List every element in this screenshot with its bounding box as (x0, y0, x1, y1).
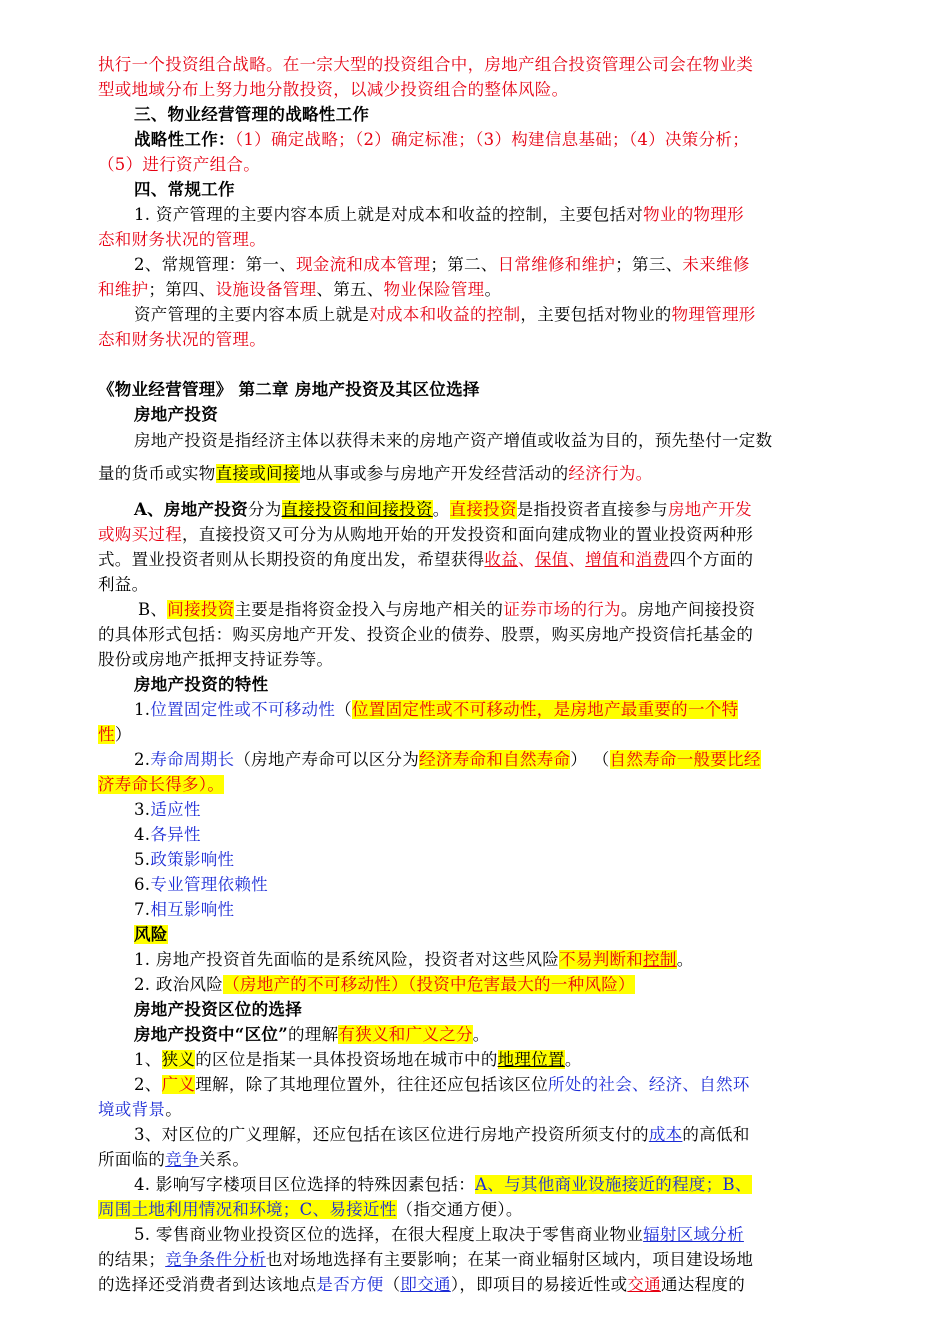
text-run: 5. (134, 850, 151, 869)
text-run: 直接或间接 (215, 464, 300, 483)
text-run: 自然寿命一般要比经 (609, 750, 761, 769)
text-line (98, 772, 858, 797)
text-run: 设施设备管理 (215, 280, 317, 299)
text-run: 通达程度的 (661, 1275, 745, 1294)
text-line (98, 77, 858, 102)
text-run: 竞争 (165, 1150, 199, 1169)
text-run: 1. 房地产投资首先面临的是系统风险，投资者对这些风险 (134, 950, 560, 969)
text-run: 保值 (534, 550, 569, 569)
text-run: 所处的社会、经济、自然环 (548, 1075, 750, 1094)
text-line (98, 622, 858, 647)
text-run: 地理位置 (497, 1050, 565, 1069)
text-run: 是指投资者直接参与 (516, 500, 668, 519)
text-run: 广义 (161, 1075, 196, 1094)
text-run: ；第二、 (430, 255, 498, 274)
text-run: 2、 (134, 1075, 162, 1094)
text-run: ），即项目的易接近性或 (450, 1275, 628, 1294)
text-run: 2、常规管理：第一、 (134, 255, 296, 274)
text-run: 直接投资和间接投资 (281, 500, 433, 519)
text-line (98, 1022, 894, 1047)
text-run: 交通 (627, 1275, 661, 1294)
text-run: （房地产寿命可以区分为 (234, 750, 420, 769)
text-run: 位置固定性或不可移动性，是房地产最重要的一个特 (351, 700, 739, 719)
text-run: 性 (98, 725, 115, 744)
text-run: （5）进行资产组合。 (98, 155, 260, 174)
text-line (98, 127, 894, 152)
text-run: 态和财务状况的管理。 (98, 230, 266, 249)
text-run: 7. (134, 900, 151, 919)
text-run: 位置固定性或不可移动性 (150, 700, 336, 719)
text-run: A、房地产投资 (134, 500, 248, 519)
text-run: 增值 (585, 550, 619, 569)
text-run: 。 (676, 950, 694, 969)
text-run: 的选择还受消费者到达该地点 (98, 1275, 317, 1294)
text-run: A、与其他商业设施接近的程度；B、 (475, 1175, 752, 1194)
text-line (98, 1247, 858, 1272)
text-line (98, 497, 894, 522)
text-run: 寿命周期长 (150, 750, 235, 769)
text-run: 三、物业经营管理的战略性工作 (134, 105, 370, 124)
text-line (98, 327, 858, 352)
text-run: ；第四、 (148, 280, 216, 299)
text-run: 专业管理依赖性 (150, 875, 268, 894)
text-run: 物业保险管理 (383, 280, 485, 299)
text-line (98, 722, 858, 747)
text-run: 物业的物理形 (643, 205, 744, 224)
text-run: 对成本和收益的控制 (369, 305, 521, 324)
text-run: 狭义 (161, 1050, 196, 1069)
text-run: 股份或房地产抵押支持证券等。 (98, 650, 334, 669)
text-run: 房地产投资的特性 (134, 675, 269, 694)
text-run: 态和财务状况的管理。 (98, 330, 266, 349)
text-line (98, 647, 858, 672)
text-run: 控制 (643, 950, 677, 969)
text-run: ；第三、 (615, 255, 683, 274)
text-run: ，直接投资又可分为从购地开始的开发投资和面向建成物业的置业投资两种形 (182, 525, 754, 544)
text-run: 和维护 (98, 280, 149, 299)
text-line (98, 52, 858, 77)
text-line (98, 922, 894, 947)
text-line (98, 177, 894, 202)
text-run: 房地产投资中“区位” (134, 1025, 288, 1044)
text-run: 、 (518, 550, 535, 569)
text-run: 直接投资 (449, 500, 517, 519)
text-line (98, 1222, 894, 1247)
text-line (98, 972, 894, 997)
text-run: 执行一个投资组合战略。在一宗大型的投资组合中，房地产组合投资管理公司会在物业类 (98, 55, 754, 74)
text-run: 2. (134, 750, 151, 769)
text-run: 消费 (635, 550, 670, 569)
text-run: 不易判断和 (559, 950, 644, 969)
text-run: 房地产投资是指经济主体以获得未来的房地产资产增值或收益为目的，预先垫付一定数 (134, 431, 773, 450)
text-run: 四个方面的 (669, 550, 754, 569)
text-run: （房地产的不可移动性）（投资中危害最大的一种风险） (223, 975, 635, 994)
text-line (98, 897, 894, 922)
text-run: 利益。 (98, 575, 149, 594)
text-run: 日常维修和维护 (497, 255, 616, 274)
text-run: 、 (568, 550, 586, 569)
text-line (98, 747, 894, 772)
text-run: 未来维修 (682, 255, 750, 274)
text-line (98, 1072, 894, 1097)
text-run: ） (114, 725, 132, 744)
text-run: 房地产开发 (667, 500, 752, 519)
text-run: 境或背景 (98, 1100, 166, 1119)
text-run: 。房地产间接投资 (620, 600, 756, 619)
text-run: 有狭义和广义之分 (338, 1025, 473, 1044)
text-run: 的区位是指某一具体投资场地在城市中的 (195, 1050, 498, 1069)
text-run: 周围土地利用情况和环境；C、易接近性 (98, 1200, 397, 1219)
text-run: 6. (134, 875, 151, 894)
text-run: 政策影响性 (150, 850, 235, 869)
text-line (98, 847, 894, 872)
text-run: 即交通 (400, 1275, 451, 1294)
text-run: 1. (134, 700, 151, 719)
text-run: 经济寿命和自然寿命 (419, 750, 571, 769)
text-line (98, 227, 858, 252)
text-line (98, 102, 894, 127)
text-run: 各异性 (150, 825, 201, 844)
text-run: 房地产投资 (134, 405, 218, 424)
text-run: 济寿命长得多）。 (98, 775, 225, 794)
text-line (98, 872, 894, 897)
text-run: 分为 (247, 500, 282, 519)
text-line (98, 377, 858, 402)
text-run: 资产管理的主要内容本质上就是 (134, 305, 370, 324)
text-run: （指交通方便）。 (396, 1200, 523, 1219)
text-run: 关系。 (198, 1150, 250, 1169)
text-line (98, 1147, 858, 1172)
text-run: B、 (138, 600, 168, 619)
text-run: 和 (618, 550, 636, 569)
text-line (98, 152, 858, 177)
text-run: 四、常规工作 (134, 180, 235, 199)
text-line (98, 428, 894, 453)
text-line (98, 461, 858, 486)
text-run: 风险 (134, 925, 168, 944)
text-run: 物理管理形 (671, 305, 756, 324)
text-run: 量的货币或实物 (98, 464, 216, 483)
text-run: 、第五、 (316, 280, 384, 299)
text-run: ，主要包括对物业的 (520, 305, 672, 324)
text-line (98, 1122, 894, 1147)
text-line (98, 1272, 858, 1297)
text-run: 现金流和成本管理 (296, 255, 431, 274)
text-run: 地从事或参与房地产开发经营活动的 (299, 464, 569, 483)
text-run: 是否方便 (316, 1275, 384, 1294)
text-run: 3、对区位的广义理解，还应包括在该区位进行房地产投资所须支付的 (134, 1125, 649, 1144)
text-run: ） （ (570, 750, 610, 769)
text-run: （ (335, 700, 352, 719)
text-line (98, 402, 894, 427)
text-line (98, 302, 894, 327)
text-run: 也对场地选择有主要影响；在某一商业辐射区域内，项目建设场地 (266, 1250, 754, 1269)
text-run: 的结果； (98, 1250, 166, 1269)
text-run: 成本 (648, 1125, 683, 1144)
text-line (98, 1172, 894, 1197)
text-run: 。 (564, 1050, 582, 1069)
text-run: 。 (165, 1100, 183, 1119)
text-run: 。 (484, 280, 502, 299)
text-run: 的理解 (287, 1025, 339, 1044)
text-line (98, 947, 894, 972)
text-line (98, 252, 894, 277)
text-line (98, 1197, 858, 1222)
text-line (98, 797, 894, 822)
text-run: 辐射区域分析 (643, 1225, 744, 1244)
text-run: 经济行为。 (568, 464, 653, 483)
text-run: 的具体形式包括：购买房地产开发、投资企业的债券、股票，购买房地产投资信托基金的 (98, 625, 754, 644)
text-line (98, 822, 894, 847)
text-line (98, 202, 894, 227)
text-run: 理解，除了其地理位置外，往往还应包括该区位 (195, 1075, 549, 1094)
text-line (98, 697, 894, 722)
text-run: 式。置业投资者则从长期投资的角度出发，希望获得 (98, 550, 485, 569)
text-line (98, 597, 898, 622)
text-line (98, 277, 858, 302)
text-run: 竞争条件分析 (165, 1250, 267, 1269)
text-run: 1、 (134, 1050, 162, 1069)
text-run: （1）确定战略；（2）确定标准；（3）构建信息基础；（4）决策分析； (234, 130, 750, 149)
text-run: 房地产投资区位的选择 (134, 1000, 302, 1019)
text-run: 间接投资 (167, 600, 235, 619)
text-run: 收益 (484, 550, 519, 569)
text-line (98, 997, 894, 1022)
text-run: 的高低和 (682, 1125, 750, 1144)
text-line (98, 547, 858, 572)
text-line (98, 522, 858, 547)
text-run: 或购买过程 (98, 525, 182, 544)
text-run: 主要是指将资金投入与房地产相关的 (234, 600, 504, 619)
text-run: 2. 政治风险 (134, 975, 224, 994)
text-run: 。 (472, 1025, 490, 1044)
text-run: 证券市场的行为 (503, 600, 621, 619)
text-line (98, 1047, 894, 1072)
text-run: 4. 影响写字楼项目区位选择的特殊因素包括： (134, 1175, 476, 1194)
text-run: 《物业经营管理》 第二章 房地产投资及其区位选择 (98, 380, 480, 399)
text-run: 所面临的 (98, 1150, 166, 1169)
text-run: 。 (432, 500, 450, 519)
text-line (98, 672, 894, 697)
text-run: 1. 资产管理的主要内容本质上就是对成本和收益的控制，主要包括对 (134, 205, 644, 224)
text-run: 型或地域分布上努力地分散投资，以减少投资组合的整体风险。 (98, 80, 569, 99)
text-run: 适应性 (150, 800, 201, 819)
text-line (98, 572, 858, 597)
text-run: （ (383, 1275, 401, 1294)
text-run: 5. 零售商业物业投资区位的选择，在很大程度上取决于零售商业物业 (134, 1225, 644, 1244)
text-run: 相互影响性 (150, 900, 235, 919)
text-line (98, 1097, 858, 1122)
text-run: 3. (134, 800, 151, 819)
text-run: 4. (134, 825, 151, 844)
text-run: 战略性工作： (134, 130, 235, 149)
